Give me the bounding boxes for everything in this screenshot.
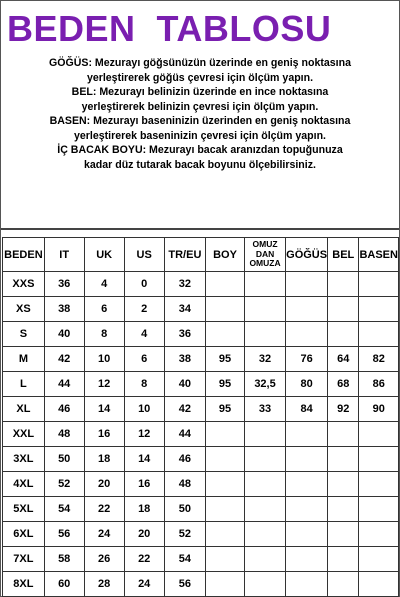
cell-it: 42 — [44, 347, 84, 372]
cell-omuzdan-omuza: 33 — [244, 397, 285, 422]
cell-us: 6 — [124, 347, 164, 372]
cell-tr-eu: 34 — [164, 297, 205, 322]
cell-gogus: 80 — [286, 372, 328, 397]
instruction-hip-line-1: BASEN: Mezurayı baseninizin üzerinden en geniş noktasına — [49, 115, 351, 127]
cell-bel — [328, 297, 359, 322]
cell-bel — [328, 497, 359, 522]
cell-omuzdan-omuza — [244, 422, 285, 447]
header-bel: BEL — [328, 238, 359, 272]
cell-us: 0 — [124, 272, 164, 297]
cell-bel: 92 — [328, 397, 359, 422]
cell-tr-eu: 42 — [164, 397, 205, 422]
cell-uk: 8 — [84, 322, 124, 347]
cell-gogus — [286, 447, 328, 472]
cell-gogus — [286, 547, 328, 572]
cell-basen — [359, 272, 399, 297]
cell-uk: 28 — [84, 572, 124, 597]
cell-bel — [328, 547, 359, 572]
cell-us: 2 — [124, 297, 164, 322]
cell-it: 46 — [44, 397, 84, 422]
cell-basen: 90 — [359, 397, 399, 422]
cell-boy — [206, 272, 245, 297]
instruction-inseam-line-1: İÇ BACAK BOYU: Mezurayı bacak aranızdan topuğunuza — [57, 144, 343, 156]
cell-omuzdan-omuza — [244, 522, 285, 547]
cell-uk: 14 — [84, 397, 124, 422]
size-table — [2, 237, 399, 597]
cell-size: 6XL — [3, 522, 45, 547]
cell-us: 24 — [124, 572, 164, 597]
cell-size: XS — [3, 297, 45, 322]
cell-basen — [359, 422, 399, 447]
cell-it: 44 — [44, 372, 84, 397]
cell-bel — [328, 522, 359, 547]
cell-boy — [206, 447, 245, 472]
measurement-instructions — [1, 56, 399, 172]
cell-size: L — [3, 372, 45, 397]
cell-gogus: 84 — [286, 397, 328, 422]
cell-omuzdan-omuza — [244, 297, 285, 322]
table-header-row — [3, 238, 399, 272]
cell-gogus — [286, 272, 328, 297]
cell-size: 5XL — [3, 497, 45, 522]
cell-basen — [359, 572, 399, 597]
table-row — [3, 347, 399, 372]
cell-omuzdan-omuza — [244, 272, 285, 297]
cell-bel: 68 — [328, 372, 359, 397]
cell-gogus — [286, 297, 328, 322]
cell-size: M — [3, 347, 45, 372]
cell-it: 58 — [44, 547, 84, 572]
cell-basen — [359, 497, 399, 522]
cell-omuzdan-omuza — [244, 322, 285, 347]
table-row — [3, 397, 399, 422]
cell-boy: 95 — [206, 397, 245, 422]
cell-boy — [206, 322, 245, 347]
cell-basen: 86 — [359, 372, 399, 397]
cell-tr-eu: 54 — [164, 547, 205, 572]
cell-gogus — [286, 322, 328, 347]
cell-uk: 22 — [84, 497, 124, 522]
cell-uk: 18 — [84, 447, 124, 472]
cell-boy — [206, 522, 245, 547]
cell-gogus — [286, 497, 328, 522]
cell-it: 52 — [44, 472, 84, 497]
table-row — [3, 372, 399, 397]
instruction-waist-line-2: yerleştirerek belinizin çevresi için ölçüm yapın. — [81, 100, 319, 113]
cell-it: 36 — [44, 272, 84, 297]
cell-us: 22 — [124, 547, 164, 572]
cell-basen — [359, 522, 399, 547]
cell-us: 12 — [124, 422, 164, 447]
cell-us: 8 — [124, 372, 164, 397]
cell-size: 8XL — [3, 572, 45, 597]
header-uk: UK — [84, 238, 124, 272]
cell-uk: 20 — [84, 472, 124, 497]
cell-boy — [206, 497, 245, 522]
cell-basen — [359, 297, 399, 322]
cell-uk: 10 — [84, 347, 124, 372]
table-row — [3, 297, 399, 322]
cell-it: 48 — [44, 422, 84, 447]
table-row — [3, 447, 399, 472]
instruction-inseam-line-2: kadar düz tutarak bacak boyunu ölçebilirsiniz. — [84, 158, 316, 171]
table-row — [3, 497, 399, 522]
cell-size: S — [3, 322, 45, 347]
cell-us: 14 — [124, 447, 164, 472]
instruction-chest-line-1: GÖĞÜS: Mezurayı göğsünüzün üzerinde en geniş noktasına — [49, 57, 351, 69]
cell-omuzdan-omuza: 32 — [244, 347, 285, 372]
cell-us: 10 — [124, 397, 164, 422]
cell-size: XL — [3, 397, 45, 422]
table-row — [3, 572, 399, 597]
cell-it: 60 — [44, 572, 84, 597]
cell-tr-eu: 38 — [164, 347, 205, 372]
cell-uk: 6 — [84, 297, 124, 322]
cell-uk: 24 — [84, 522, 124, 547]
instruction-chest-line-2: yerleştirerek göğüs çevresi için ölçüm yapın. — [86, 71, 314, 84]
cell-gogus: 76 — [286, 347, 328, 372]
cell-tr-eu: 50 — [164, 497, 205, 522]
cell-boy — [206, 572, 245, 597]
cell-bel — [328, 322, 359, 347]
table-row — [3, 322, 399, 347]
cell-tr-eu: 44 — [164, 422, 205, 447]
cell-tr-eu: 32 — [164, 272, 205, 297]
cell-tr-eu: 46 — [164, 447, 205, 472]
cell-gogus — [286, 472, 328, 497]
cell-basen: 82 — [359, 347, 399, 372]
cell-omuzdan-omuza — [244, 472, 285, 497]
cell-uk: 4 — [84, 272, 124, 297]
header-omuzdan-omuza: OMUZ DAN OMUZA — [244, 238, 285, 272]
cell-it: 50 — [44, 447, 84, 472]
header-us: US — [124, 238, 164, 272]
cell-size: 3XL — [3, 447, 45, 472]
cell-bel — [328, 572, 359, 597]
cell-gogus — [286, 572, 328, 597]
cell-boy: 95 — [206, 347, 245, 372]
header-basen: BASEN — [359, 238, 399, 272]
cell-bel — [328, 472, 359, 497]
header-gogus: GÖĞÜS — [286, 238, 328, 272]
header-boy: BOY — [206, 238, 245, 272]
cell-boy — [206, 422, 245, 447]
cell-tr-eu: 36 — [164, 322, 205, 347]
cell-basen — [359, 472, 399, 497]
cell-omuzdan-omuza — [244, 497, 285, 522]
table-row — [3, 472, 399, 497]
page-title: BEDEN TABLOSU — [7, 8, 332, 49]
cell-boy: 95 — [206, 372, 245, 397]
cell-us: 16 — [124, 472, 164, 497]
cell-size: 7XL — [3, 547, 45, 572]
cell-it: 54 — [44, 497, 84, 522]
cell-uk: 12 — [84, 372, 124, 397]
instruction-waist-line-1: BEL: Mezurayı belinizin üzerinde en ince noktasına — [71, 86, 329, 98]
cell-tr-eu: 56 — [164, 572, 205, 597]
cell-gogus — [286, 522, 328, 547]
cell-it: 40 — [44, 322, 84, 347]
cell-size: XXL — [3, 422, 45, 447]
cell-us: 18 — [124, 497, 164, 522]
cell-boy — [206, 472, 245, 497]
header-beden: BEDEN — [3, 238, 45, 272]
cell-bel — [328, 272, 359, 297]
table-row — [3, 422, 399, 447]
cell-gogus — [286, 422, 328, 447]
table-row — [3, 547, 399, 572]
cell-tr-eu: 40 — [164, 372, 205, 397]
cell-it: 38 — [44, 297, 84, 322]
cell-size: 4XL — [3, 472, 45, 497]
header-tr-eu: TR/EU — [164, 238, 205, 272]
cell-boy — [206, 547, 245, 572]
cell-bel: 64 — [328, 347, 359, 372]
cell-basen — [359, 447, 399, 472]
cell-omuzdan-omuza — [244, 572, 285, 597]
cell-uk: 26 — [84, 547, 124, 572]
cell-uk: 16 — [84, 422, 124, 447]
cell-bel — [328, 447, 359, 472]
header-it: IT — [44, 238, 84, 272]
cell-omuzdan-omuza — [244, 447, 285, 472]
cell-us: 4 — [124, 322, 164, 347]
cell-basen — [359, 547, 399, 572]
cell-omuzdan-omuza: 32,5 — [244, 372, 285, 397]
cell-omuzdan-omuza — [244, 547, 285, 572]
cell-us: 20 — [124, 522, 164, 547]
cell-size: XXS — [3, 272, 45, 297]
cell-boy — [206, 297, 245, 322]
table-row — [3, 272, 399, 297]
cell-tr-eu: 52 — [164, 522, 205, 547]
section-divider — [1, 228, 399, 230]
cell-tr-eu: 48 — [164, 472, 205, 497]
table-row — [3, 522, 399, 547]
instruction-hip-line-2: yerleştirerek baseninizin çevresi için ölçüm yapın. — [73, 129, 326, 142]
cell-it: 56 — [44, 522, 84, 547]
cell-basen — [359, 322, 399, 347]
cell-bel — [328, 422, 359, 447]
